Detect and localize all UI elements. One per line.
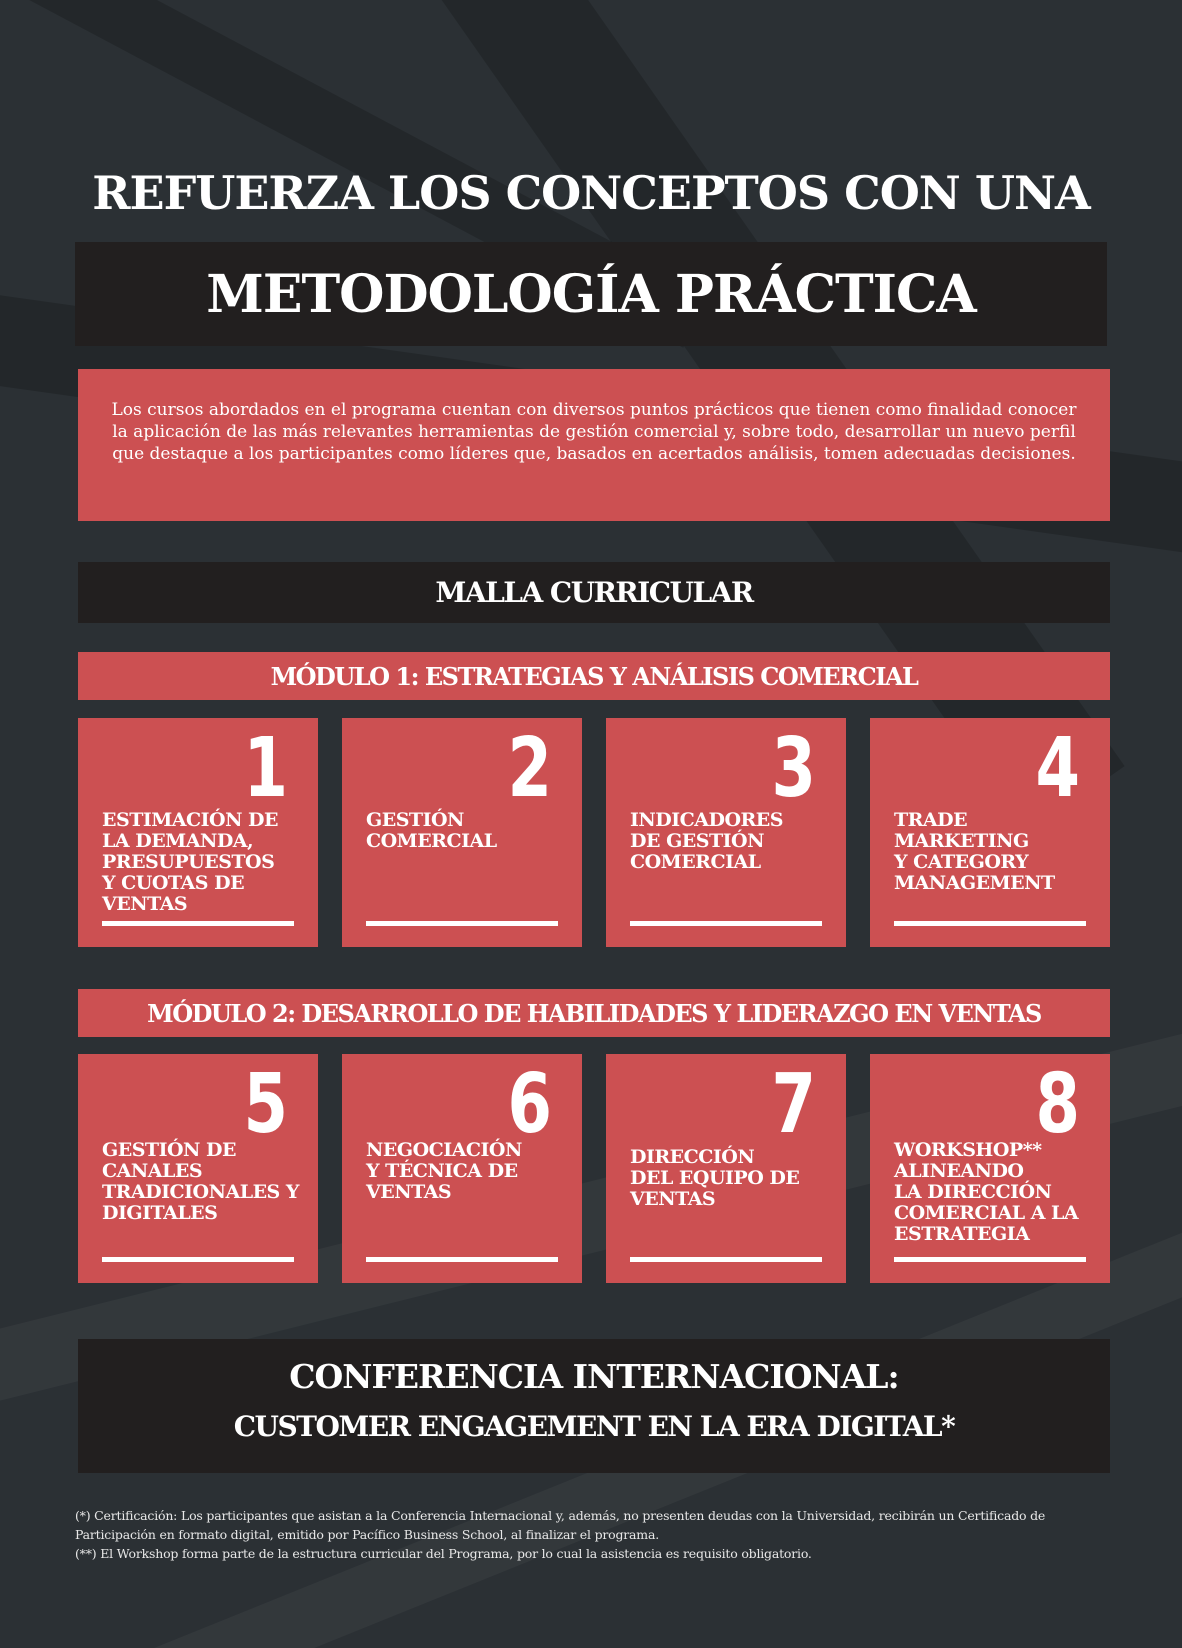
course-number: 6 [507,1057,552,1152]
course-number: 3 [771,721,816,816]
conference-title: CONFERENCIA INTERNACIONAL: [289,1357,899,1396]
conference-subtitle: CUSTOMER ENGAGEMENT EN LA ERA DIGITAL* [233,1410,955,1443]
course-number: 5 [243,1057,288,1152]
title-banner [75,242,1107,346]
course-label: GESTIÓN DE CANALES TRADICIONALES Y DIGITALES [102,1139,299,1224]
footnote-certification: (*) Certificación: Los participantes que asistan a la Conferencia Internacional y, además, no presenten deudas con la Universidad, recibirán un Certificado de Participación en formato digital, emitido por Pacífico Business School, al finalizar el programa. [75,1508,1046,1542]
module-2-title: MÓDULO 2: DESARROLLO DE HABILIDADES Y LIDERAZGO EN VENTAS [147,998,1041,1028]
module-2-banner [78,989,1110,1037]
card-underline [102,1257,294,1262]
course-number: 8 [1035,1057,1080,1152]
curriculum-banner [78,562,1110,623]
course-label: DIRECCIÓN DEL EQUIPO DE VENTAS [630,1146,800,1210]
page-title: METODOLOGÍA PRÁCTICA [206,263,976,325]
card-underline [366,1257,558,1262]
course-number: 4 [1035,721,1080,816]
conference-banner [78,1339,1110,1473]
course-card-1 [78,718,318,947]
card-underline [894,1257,1086,1262]
course-card-4 [870,718,1110,947]
course-label: TRADE MARKETING Y CATEGORY MANAGEMENT [894,809,1055,894]
footnotes [75,1506,1115,1563]
card-underline [102,921,294,926]
curriculum-title: MALLA CURRICULAR [435,576,753,609]
course-card-7 [606,1054,846,1283]
course-label: GESTIÓN COMERCIAL [366,809,497,852]
course-card-8 [870,1054,1110,1283]
card-underline [894,921,1086,926]
module-1-title: MÓDULO 1: ESTRATEGIAS Y ANÁLISIS COMERCIAL [270,661,918,691]
card-underline [630,921,822,926]
course-label: INDICADORES DE GESTIÓN COMERCIAL [630,809,784,873]
course-card-3 [606,718,846,947]
card-underline [366,921,558,926]
course-number: 1 [243,721,288,816]
course-card-6 [342,1054,582,1283]
course-card-5 [78,1054,318,1283]
course-label: WORKSHOP** ALINEANDO LA DIRECCIÓN COMERCIAL A LA ESTRATEGIA [894,1139,1079,1245]
headline: REFUERZA LOS CONCEPTOS CON UNA [92,166,1090,220]
card-underline [630,1257,822,1262]
footnote-workshop: (**) El Workshop forma parte de la estructura curricular del Programa, por lo cual la asistencia es requisito obligatorio. [75,1546,812,1561]
course-label: ESTIMACIÓN DE LA DEMANDA, PRESUPUESTOS Y CUOTAS DE VENTAS [102,809,279,915]
module-1-banner [78,652,1110,700]
course-card-2 [342,718,582,947]
course-label: NEGOCIACIÓN Y TÉCNICA DE VENTAS [366,1139,522,1203]
course-number: 7 [771,1057,816,1152]
intro-paragraph: Los cursos abordados en el programa cuentan con diversos puntos prácticos que tienen como finalidad conocer la aplicación de las más relevantes herramientas de gestión comercial y, sobre todo, desarrollar un nuevo perfil que destaque a los participantes como líderes que, basados en acertados análisis, tomen adecuadas decisiones. [78,369,1110,521]
course-number: 2 [507,721,552,816]
